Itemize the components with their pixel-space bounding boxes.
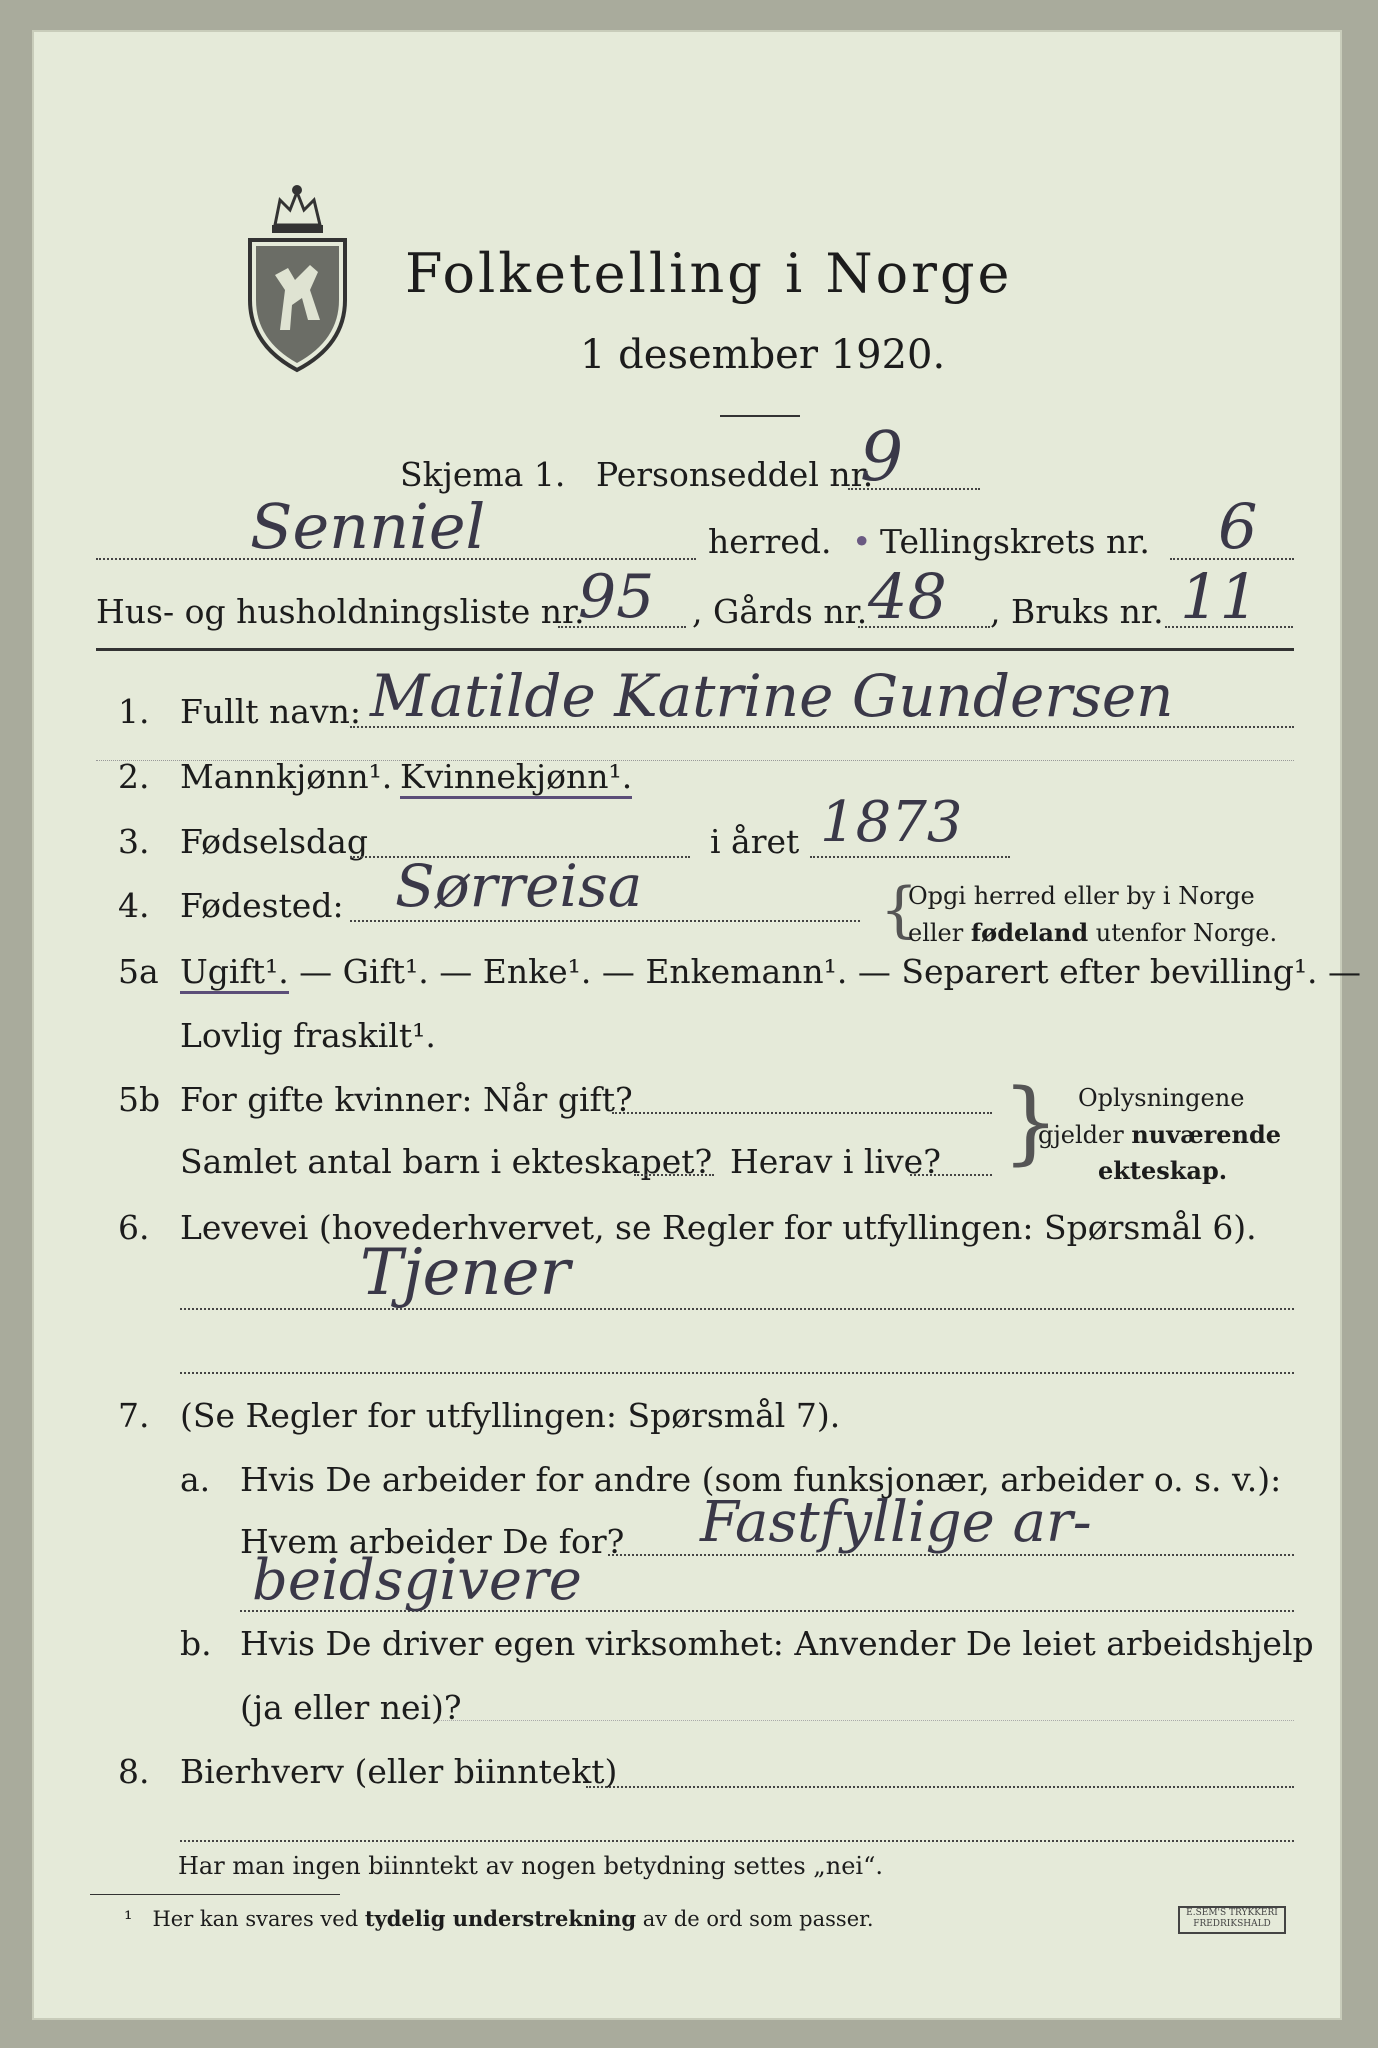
q6-label: Levevei (hovederhvervet, se Regler for utfyllingen: Spørsmål 6). [180, 1208, 1257, 1247]
children-total-field[interactable] [634, 1174, 714, 1176]
norway-coat-of-arms-icon [240, 180, 355, 375]
q7a-letter: a. [180, 1460, 211, 1499]
q5b-note-line2: gjelder nuværende [1038, 1120, 1282, 1149]
tellingskrets-label: Tellingskrets nr. [880, 522, 1150, 561]
q4-brace: { [880, 875, 919, 945]
marital-fraskilt-option[interactable]: Lovlig fraskilt¹. [180, 1016, 436, 1055]
bruks-label: , Bruks nr. [990, 592, 1164, 631]
q3-number: 3. [118, 822, 150, 861]
q5b-number: 5b [118, 1080, 161, 1119]
herred-label: herred. [708, 522, 832, 561]
full-name-value: Matilde Katrine Gundersen [370, 662, 1174, 730]
q4-note-line2: eller fødeland utenfor Norge. [908, 918, 1278, 947]
footnote: ¹ Her kan svares ved tydelig understrekning av de ord som passer. [124, 1906, 874, 1931]
q5b-label1: For gifte kvinner: Når gift? [180, 1080, 633, 1119]
q5b-brace: } [1002, 1070, 1060, 1175]
q2-number: 2. [118, 757, 150, 796]
q4-note-line1: Opgi herred eller by i Norge [908, 882, 1255, 910]
printer-stamp: E.SEM'S TRYKKERI FREDRIKSHALD [1178, 1906, 1286, 1934]
q3-label: Fødselsdag [180, 822, 368, 861]
gender-male-option[interactable]: Mannkjønn¹. [180, 757, 393, 796]
side-income-field-line2[interactable] [180, 1840, 1294, 1842]
q7b-label2: (ja eller nei)? [240, 1688, 462, 1727]
q4-number: 4. [118, 886, 150, 925]
husliste-label: Hus- og husholdningsliste nr. [96, 592, 585, 631]
header-separator [96, 648, 1294, 651]
q1-label: Fullt navn: [180, 692, 361, 731]
birthplace-field[interactable] [350, 920, 860, 922]
birthplace-value: Sørreisa [395, 852, 643, 920]
bruks-value: 11 [1180, 560, 1259, 633]
married-date-field[interactable] [612, 1112, 992, 1114]
occupation-value: Tjener [360, 1236, 571, 1310]
marital-options [180, 952, 1361, 991]
q7b-label1: Hvis De driver egen virksomhet: Anvender De leiet arbeidshjelp [240, 1624, 1314, 1663]
employer-value-line2: beidsgivere [252, 1548, 582, 1613]
q4-label: Fødested: [180, 886, 344, 925]
q5b-label2: Samlet antal barn i ekteskapet? [180, 1142, 713, 1181]
q7a-label2: Hvem arbeider De for? [240, 1522, 625, 1561]
personseddel-label: Personseddel nr. [596, 455, 874, 494]
q7b-letter: b. [180, 1624, 212, 1663]
marital-other-options[interactable]: — Gift¹. — Enke¹. — Enkemann¹. — Separert efter bevilling¹. — [288, 952, 1362, 991]
hired-help-field[interactable] [438, 1720, 1294, 1721]
children-alive-field[interactable] [910, 1174, 992, 1176]
title-divider [720, 415, 800, 417]
gards-label: , Gårds nr. [692, 592, 868, 631]
tellingskrets-value: 6 [1218, 490, 1258, 563]
marital-ugift-option[interactable]: Ugift¹. [180, 952, 289, 994]
q7a-label1: Hvis De arbeider for andre (som funksjonær, arbeider o. s. v.): [240, 1460, 1282, 1499]
bullet-mark: • [852, 522, 872, 561]
husliste-value: 95 [578, 562, 655, 632]
q3-year-label: i året [710, 822, 800, 861]
side-income-note: Har man ingen biinntekt av nogen betydning settes „nei“. [178, 1852, 883, 1880]
q5b-note-line3: ekteskap. [1098, 1156, 1228, 1185]
q5a-number: 5a [118, 952, 159, 991]
gender-female-option[interactable]: Kvinnekjønn¹. [400, 757, 632, 799]
form-title: Folketelling i Norge [405, 242, 1013, 305]
footnote-separator [90, 1894, 340, 1895]
occupation-field[interactable] [180, 1308, 1294, 1310]
q5b-label3: Herav i live? [730, 1142, 941, 1181]
q8-number: 8. [118, 1752, 150, 1791]
skjema-label: Skjema 1. [400, 455, 566, 494]
birth-year-field[interactable] [810, 856, 1010, 858]
personseddel-value: 9 [860, 418, 904, 497]
occupation-field-line2[interactable] [180, 1372, 1294, 1374]
q6-number: 6. [118, 1208, 150, 1247]
q5b-note-line1: Oplysningene [1078, 1084, 1245, 1112]
birth-year-value: 1873 [820, 790, 963, 855]
employer-value-line1: Fastfyllige ar- [700, 1490, 1092, 1555]
gards-value: 48 [868, 560, 947, 633]
side-income-field[interactable] [586, 1786, 1294, 1788]
census-date: 1 desember 1920. [580, 332, 946, 378]
q7-label: (Se Regler for utfyllingen: Spørsmål 7). [180, 1396, 841, 1435]
q1-number: 1. [118, 692, 150, 731]
herred-value: Senniel [250, 490, 486, 563]
q8-label: Bierhverv (eller biinntekt) [180, 1752, 618, 1791]
q7-number: 7. [118, 1396, 150, 1435]
